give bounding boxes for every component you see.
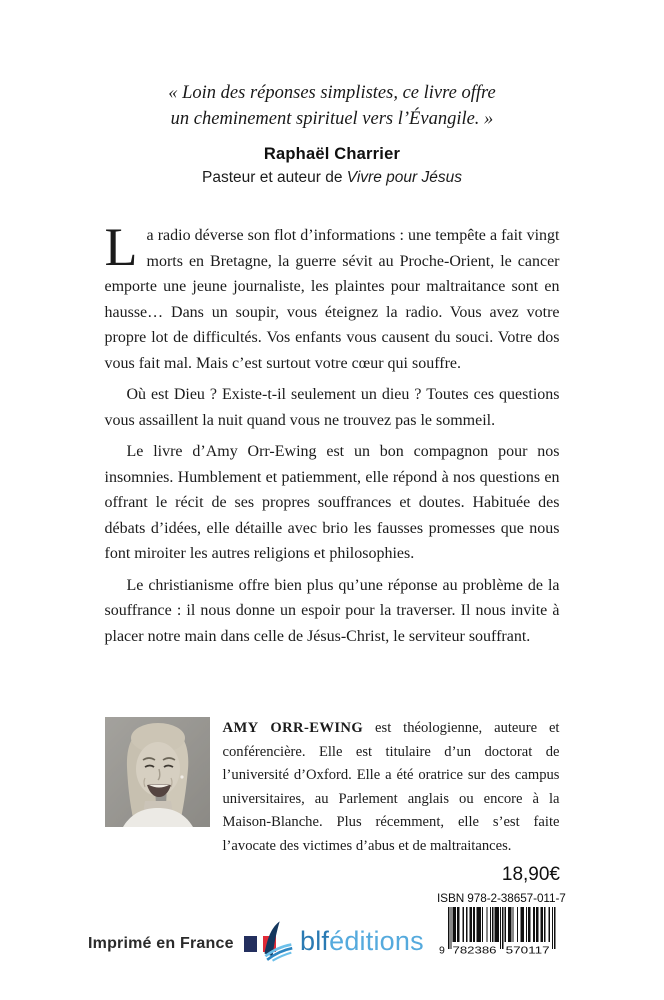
isbn-label: ISBN 978-2-38657-011-7 — [437, 891, 566, 905]
drop-cap: L — [104, 217, 138, 277]
pull-quote — [0, 0, 664, 187]
publisher-name — [300, 925, 424, 956]
quote-line-1: « Loin des réponses simplistes, ce livre offre — [168, 83, 496, 103]
flag-blue-stripe — [244, 936, 257, 952]
author-photo — [105, 717, 210, 827]
printed-label: Imprimé en France — [88, 935, 234, 952]
ean-barcode-icon — [439, 907, 561, 956]
printed-in-france — [88, 933, 276, 955]
synopsis-paragraph-4: Le christianisme offre bien plus qu’une réponse au problème de la souffrance : il nous donne un espoir pour la traverser. Il nous invite à placer notre main dans celle de Jésus-Christ, le serviteur souffrant. — [104, 576, 560, 645]
svg-text:782386: 782386 — [452, 944, 497, 956]
svg-text:9: 9 — [439, 944, 445, 956]
quoted-book-title: Vivre pour Jésus — [346, 169, 462, 186]
synopsis — [104, 217, 560, 649]
synopsis-paragraph-1 — [104, 217, 560, 376]
author-name: AMY ORR-EWING — [222, 720, 364, 736]
synopsis-paragraph-3: Le livre d’Amy Orr-Ewing est un bon compagnon pour nos insomnies. Humblement et patiemment, elle répond à nos questions en offrant le récit de ses propres souffrances et doutes. Habituée des débats d’idées, elle détaille avec brio les fausses promesses que nous font miroiter les autres religions et philosophies. — [104, 443, 560, 562]
bio-description: est théologienne, auteure et conférencière. Elle est titulaire d’un doctorat de l’université d’Oxford. Elle a été oratrice sur des campus universitaires, au Parlement anglais ou encore à la Maison-Blanche. Plus récemment, elle s’est faite l’avocate des victimes d’abus et de maltraitances. — [222, 720, 560, 854]
quote-line-2: un cheminement spirituel vers l’Évangile. » — [170, 109, 494, 129]
publisher-name-blf: blf — [300, 925, 330, 956]
publisher-name-editions: éditions — [329, 925, 424, 956]
publisher-logo — [260, 919, 424, 963]
bio-text — [223, 717, 560, 858]
role-prefix: Pasteur et auteur de — [202, 169, 347, 186]
price: 18,90€ — [501, 864, 560, 885]
author-bio — [105, 717, 560, 858]
quote-author: Raphaël Charrier — [263, 145, 401, 163]
isbn-block — [437, 891, 566, 956]
quote-author-role — [0, 169, 664, 187]
svg-text:570117: 570117 — [505, 944, 550, 956]
paragraph-text: a radio déverse son flot d’informations : une tempête a fait vingt morts en Bretagne, la guerre sévit au Proche-Orient, le cancer emporte une jeune journaliste, les plaintes pour maltraitance sont en hausse… Dans un soupir, vous éteignez la radio. Vous avez votre propre lot de difficultés. Vos enfants vous causent du souci. Votre dos vous fait mal. Mais c’est surtout votre cœur qui souffre. — [104, 227, 560, 372]
synopsis-paragraph-2: Où est Dieu ? Existe-t-il seulement un dieu ? Toutes ces questions vous assaillent la nuit quand vous ne trouvez pas le sommeil. — [104, 386, 560, 429]
publisher-book-icon — [260, 919, 294, 963]
